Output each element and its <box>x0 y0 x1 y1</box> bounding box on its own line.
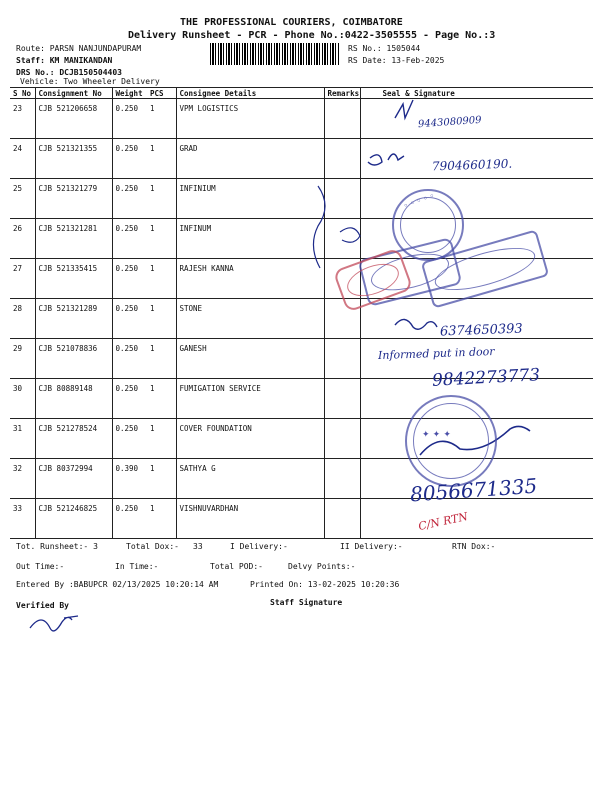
col-header-weight: Weight <box>112 88 147 99</box>
cell-weight: 0.390 <box>112 459 147 499</box>
cell-consignment: CJB 521335415 <box>35 259 112 299</box>
col-header-remarks: Remarks <box>324 88 360 99</box>
handwritten-phone: 8056671335 <box>409 473 538 507</box>
runsheet-title: Delivery Runsheet - PCR - Phone No.:0422-3505555 - Page No.:3 <box>128 30 496 41</box>
cell-pcs: 1 <box>147 139 176 179</box>
cell-consignment: CJB 521078836 <box>35 339 112 379</box>
cell-sno: 25 <box>10 179 35 219</box>
rtn-dox: RTN Dox:- <box>452 542 496 551</box>
cell-weight: 0.250 <box>112 379 147 419</box>
col-header-consignee: Consignee Details <box>176 88 324 99</box>
printed-on: Printed On: 13-02-2025 10:20:36 <box>250 580 400 589</box>
cell-consignee: FUMIGATION SERVICE <box>176 379 324 419</box>
cell-consignee: GANESH <box>176 339 324 379</box>
drs-number: DRS No.: DCJB150504403 <box>16 68 122 77</box>
cell-pcs: 1 <box>147 419 176 459</box>
cell-consignee: VPM LOGISTICS <box>176 99 324 139</box>
cell-consignment: CJB 80889148 <box>35 379 112 419</box>
cell-consignment: CJB 521278524 <box>35 419 112 459</box>
cell-pcs: 1 <box>147 379 176 419</box>
cell-consignment: CJB 521321289 <box>35 299 112 339</box>
cell-sno: 23 <box>10 99 35 139</box>
cell-weight: 0.250 <box>112 499 147 539</box>
cell-weight: 0.250 <box>112 419 147 459</box>
handwritten-phone: 7904660190. <box>431 156 513 174</box>
delvy-points: Delvy Points:- <box>288 562 356 571</box>
in-time: In Time:- <box>115 562 159 571</box>
handwritten-cn-rtn: C/N RTN <box>417 509 470 534</box>
cell-pcs: 1 <box>147 339 176 379</box>
cell-weight: 0.250 <box>112 339 147 379</box>
cell-pcs: 1 <box>147 499 176 539</box>
total-dox-value: 33 <box>193 542 203 551</box>
seal-text: ◦ ◦ ◦ ◦ ◦ <box>402 191 436 211</box>
staff: Staff: KM MANIKANDAN <box>16 56 113 65</box>
cell-weight: 0.250 <box>112 179 147 219</box>
rs-number: RS No.: 1505044 <box>348 44 421 53</box>
cell-weight: 0.250 <box>112 219 147 259</box>
cell-consignee: VISHNUVARDHAN <box>176 499 324 539</box>
cell-consignment: CJB 521321281 <box>35 219 112 259</box>
cell-pcs: 1 <box>147 259 176 299</box>
tot-runsheet: Tot. Runsheet:- 3 <box>16 542 98 551</box>
cell-sno: 32 <box>10 459 35 499</box>
cell-consignment: CJB 521206658 <box>35 99 112 139</box>
cell-pcs: 1 <box>147 459 176 499</box>
cell-sno: 26 <box>10 219 35 259</box>
cell-consignee: RAJESH KANNA <box>176 259 324 299</box>
cell-weight: 0.250 <box>112 99 147 139</box>
cell-consignee: STONE <box>176 299 324 339</box>
vehicle: Vehicle: Two Wheeler Delivery <box>20 77 160 86</box>
cell-weight: 0.250 <box>112 299 147 339</box>
cell-weight: 0.250 <box>112 139 147 179</box>
cell-consignee: INFINUM <box>176 219 324 259</box>
handwritten-phone: 9842273773 <box>431 365 541 391</box>
i-delivery: I Delivery:- <box>230 542 288 551</box>
col-header-consignment: Consignment No <box>35 88 112 99</box>
cell-sno: 33 <box>10 499 35 539</box>
cell-pcs: 1 <box>147 219 176 259</box>
seal-text: ✦ ✦ ✦ <box>422 430 451 440</box>
cell-consignee: SATHYA G <box>176 459 324 499</box>
staff-signature: Staff Signature <box>270 598 343 607</box>
cell-weight: 0.250 <box>112 259 147 299</box>
col-header-pcs: PCS <box>147 88 176 99</box>
cell-sno: 28 <box>10 299 35 339</box>
cell-consignee: INFINIUM <box>176 179 324 219</box>
cell-consignee: GRAD <box>176 139 324 179</box>
col-header-sno: S No <box>10 88 35 99</box>
cell-consignment: CJB 80372994 <box>35 459 112 499</box>
cell-sno: 27 <box>10 259 35 299</box>
cell-sno: 24 <box>10 139 35 179</box>
cell-pcs: 1 <box>147 99 176 139</box>
cell-consignment: CJB 521246825 <box>35 499 112 539</box>
cell-consignee: COVER FOUNDATION <box>176 419 324 459</box>
company-name: THE PROFESSIONAL COURIERS, COIMBATORE <box>180 17 403 28</box>
cell-consignment: CJB 521321279 <box>35 179 112 219</box>
handwritten-phone: 9443080909 <box>417 114 482 131</box>
rs-date: RS Date: 13-Feb-2025 <box>348 56 445 65</box>
seal-stamp <box>405 395 497 487</box>
handwritten-phone: 6374650393 <box>439 321 523 340</box>
col-header-seal-signature: Seal & Signature <box>360 88 593 99</box>
cell-sno: 31 <box>10 419 35 459</box>
verified-by: Verified By <box>16 601 69 610</box>
total-dox-label: Total Dox:- <box>126 542 179 551</box>
entered-by: Entered By :BABUPCR 02/13/2025 10:20:14 AM <box>16 580 219 589</box>
cell-sno: 29 <box>10 339 35 379</box>
cell-consignment: CJB 521321355 <box>35 139 112 179</box>
cell-pcs: 1 <box>147 179 176 219</box>
total-pod: Total POD:- <box>210 562 263 571</box>
cell-sno: 30 <box>10 379 35 419</box>
ii-delivery: II Delivery:- <box>340 542 403 551</box>
out-time: Out Time:- <box>16 562 65 571</box>
handwritten-note: Informed put in door <box>377 344 495 363</box>
route: Route: PARSN NANJUNDAPURAM <box>16 44 142 53</box>
cell-pcs: 1 <box>147 299 176 339</box>
